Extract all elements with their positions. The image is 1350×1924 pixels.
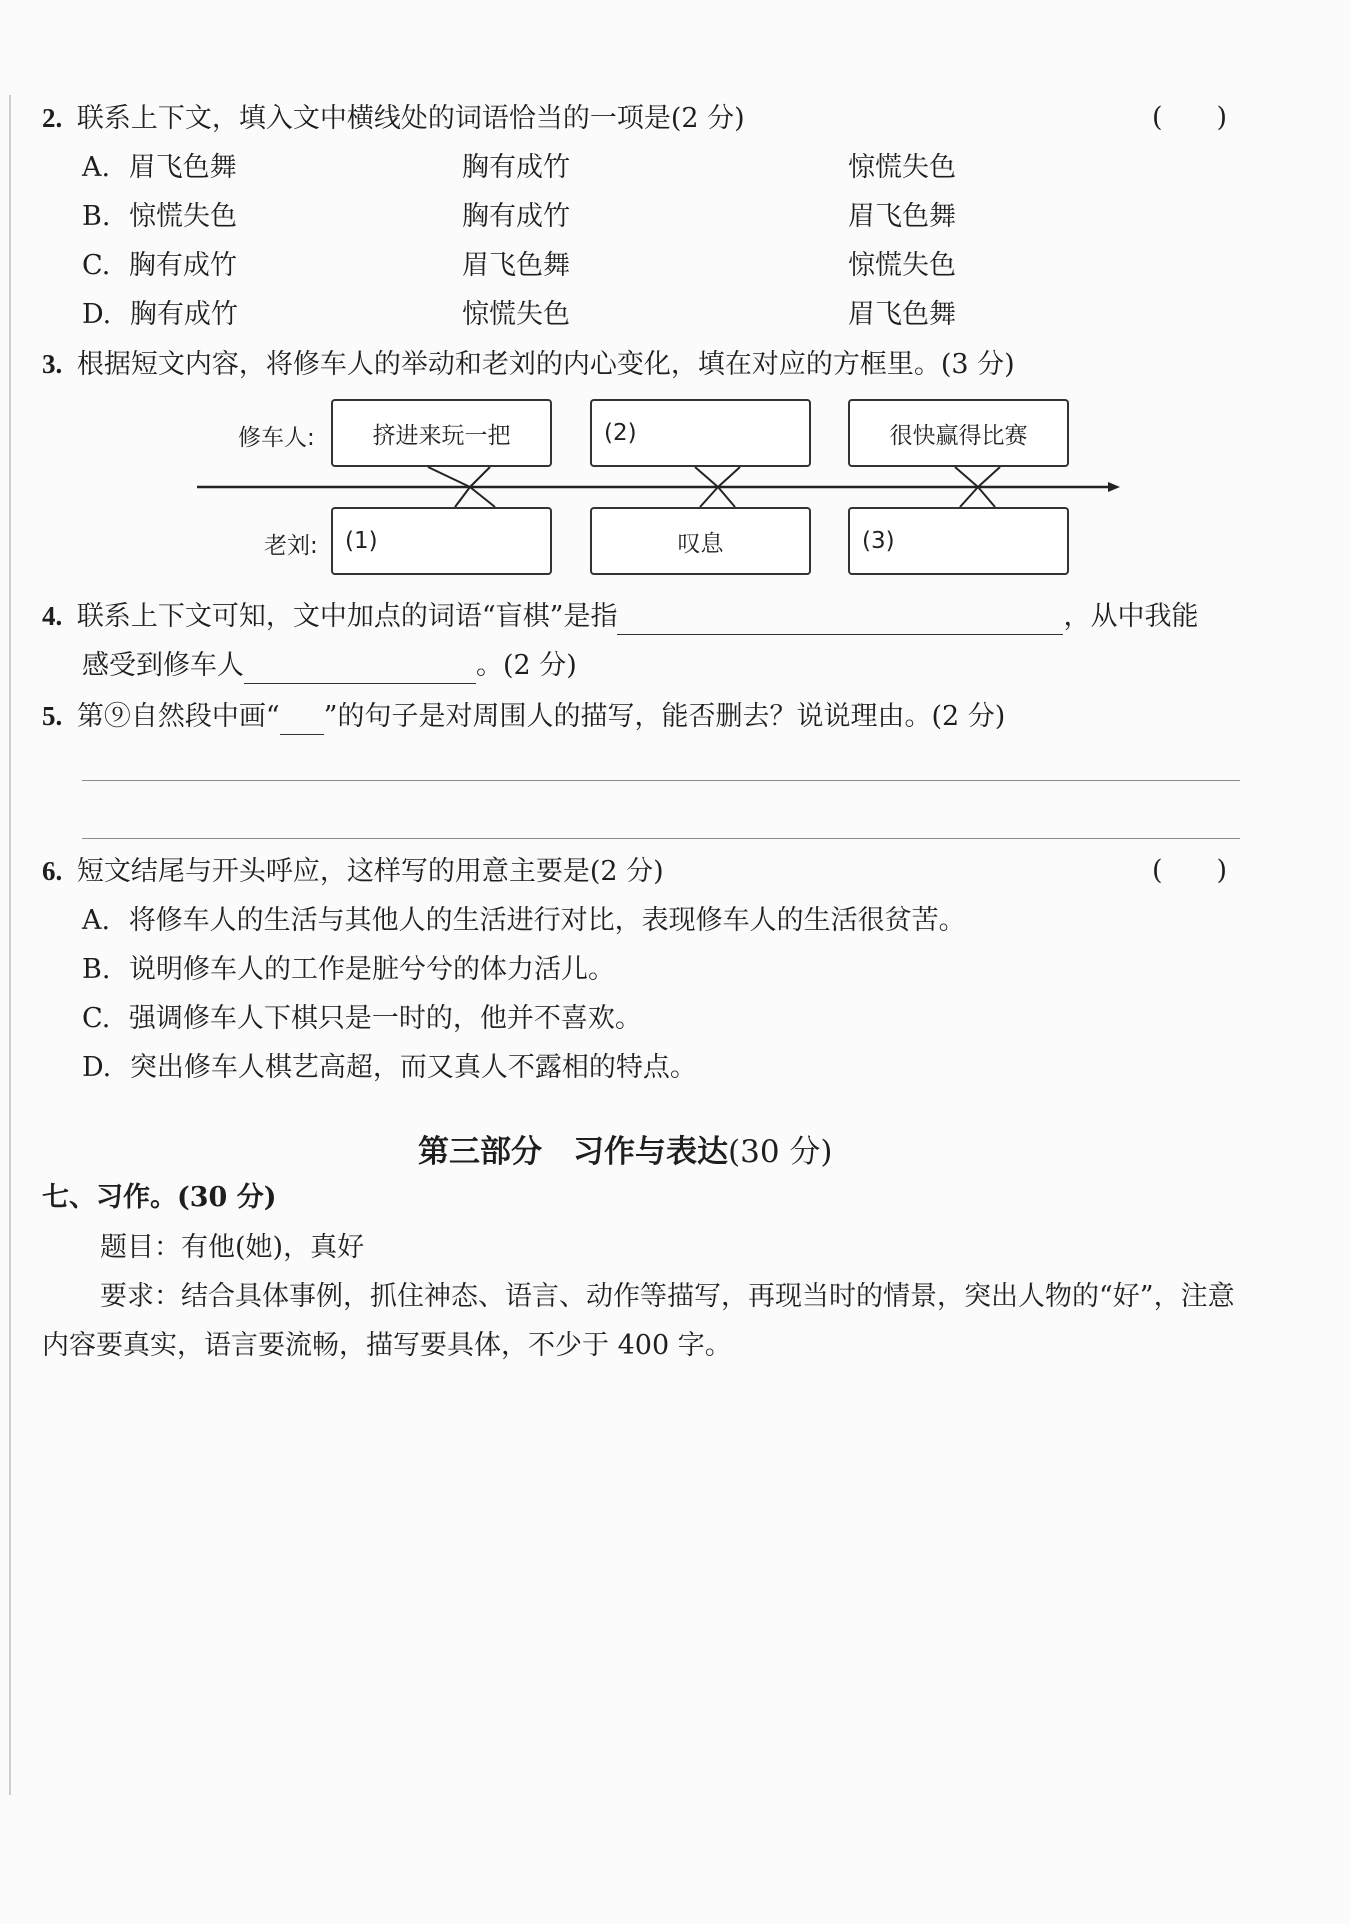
answer-blank[interactable] [244, 653, 476, 684]
laoliu-box-2: 叹息 [590, 507, 811, 575]
section-title [418, 1126, 833, 1171]
question-number: 6. [42, 856, 63, 886]
option-word: 胸有成竹 [128, 250, 237, 281]
option-label: A. [82, 152, 111, 183]
option-word: 惊慌失色 [848, 152, 956, 183]
question-text: ”的句子是对周围人的描写，能否删去？说说理由。(2 分) [323, 701, 1006, 732]
option-word: 惊慌失色 [129, 201, 238, 232]
essay-topic: 题目：有他(她)，真好 [100, 1232, 365, 1263]
option-label: D. [82, 1052, 112, 1083]
answer-line[interactable] [82, 780, 1240, 781]
row-label-repairman: 修车人: [238, 425, 315, 451]
question-text: 根据短文内容，将修车人的举动和老刘的内心变化，填在对应的方框里。(3 分) [76, 349, 1015, 380]
question-text: 联系上下文，填入文中横线处的词语恰当的一项是(2 分) [76, 103, 745, 134]
laoliu-box-3: (3) [848, 507, 1069, 575]
option-text: 将修车人的生活与其他人的生活进行对比，表现修车人的生活很贫苦。 [128, 905, 966, 936]
question-4-line-2 [82, 648, 577, 684]
answer-line[interactable] [82, 838, 1240, 839]
repairman-box-2: (2) [590, 399, 811, 467]
question-text: 第⑨自然段中画“ [76, 701, 280, 732]
section-title-text: 第三部分 习作与表达 [418, 1134, 728, 1170]
option-text: 说明修车人的工作是脏兮兮的体力活儿。 [129, 954, 616, 985]
question-number: 3. [42, 349, 63, 379]
essay-requirement-line-2: 内容要真实，语言要流畅，描写要具体，不少于 400 字。 [42, 1330, 732, 1361]
option-b [82, 952, 615, 988]
option-label: B. [82, 201, 111, 232]
repairman-box-1: 挤进来玩一把 [331, 399, 552, 467]
question-text: 。(2 分) [476, 650, 577, 681]
essay-requirement-line-1: 要求：结合具体事例，抓住神态、语言、动作等描写，再现当时的情景，突出人物的“好”，注意 [100, 1281, 1235, 1312]
section-points: (30 分) [728, 1134, 833, 1170]
answer-paren: ( ) [1152, 102, 1228, 133]
option-word: 惊慌失色 [848, 250, 956, 281]
question-7-heading [42, 1180, 277, 1216]
question-heading: 七、习作。 [42, 1182, 177, 1213]
option-label: D. [82, 299, 112, 330]
laoliu-box-1: (1) [331, 507, 552, 575]
option-c [82, 1001, 642, 1037]
question-6-stem [42, 853, 664, 890]
option-word: 胸有成竹 [462, 152, 570, 183]
option-word: 眉飞色舞 [462, 250, 570, 281]
underline-mark [280, 708, 324, 735]
option-word: 胸有成竹 [129, 299, 238, 330]
question-text: 感受到修车人 [82, 650, 244, 681]
option-label: B. [82, 954, 111, 985]
answer-blank[interactable] [617, 604, 1063, 635]
question-4-line-1 [42, 598, 1198, 635]
option-word: 胸有成竹 [462, 201, 570, 232]
question-number: 2. [42, 103, 63, 133]
question-text: 联系上下文可知，文中加点的词语“盲棋”是指 [76, 601, 618, 632]
question-number: 4. [42, 601, 63, 631]
option-d [82, 1050, 697, 1086]
option-a [82, 903, 966, 939]
repairman-box-3: 很快赢得比赛 [848, 399, 1069, 467]
question-points: (30 分) [177, 1182, 277, 1213]
option-word: 眉飞色舞 [848, 299, 956, 330]
question-text: 短文结尾与开头呼应，这样写的用意主要是(2 分) [76, 856, 664, 887]
option-word: 惊慌失色 [462, 299, 570, 330]
question-number: 5. [42, 701, 63, 731]
row-label-laoliu: 老刘: [264, 533, 318, 559]
option-word: 眉飞色舞 [848, 201, 956, 232]
option-word: 眉飞色舞 [128, 152, 237, 183]
question-5-stem [42, 698, 1005, 735]
option-text: 强调修车人下棋只是一时的，他并不喜欢。 [128, 1003, 642, 1034]
question-text: ，从中我能 [1063, 601, 1199, 632]
option-label: A. [82, 905, 111, 936]
option-label: C. [82, 250, 111, 281]
answer-paren: ( ) [1152, 855, 1228, 886]
option-label: C. [82, 1003, 111, 1034]
option-text: 突出修车人棋艺高超，而又真人不露相的特点。 [129, 1052, 697, 1083]
